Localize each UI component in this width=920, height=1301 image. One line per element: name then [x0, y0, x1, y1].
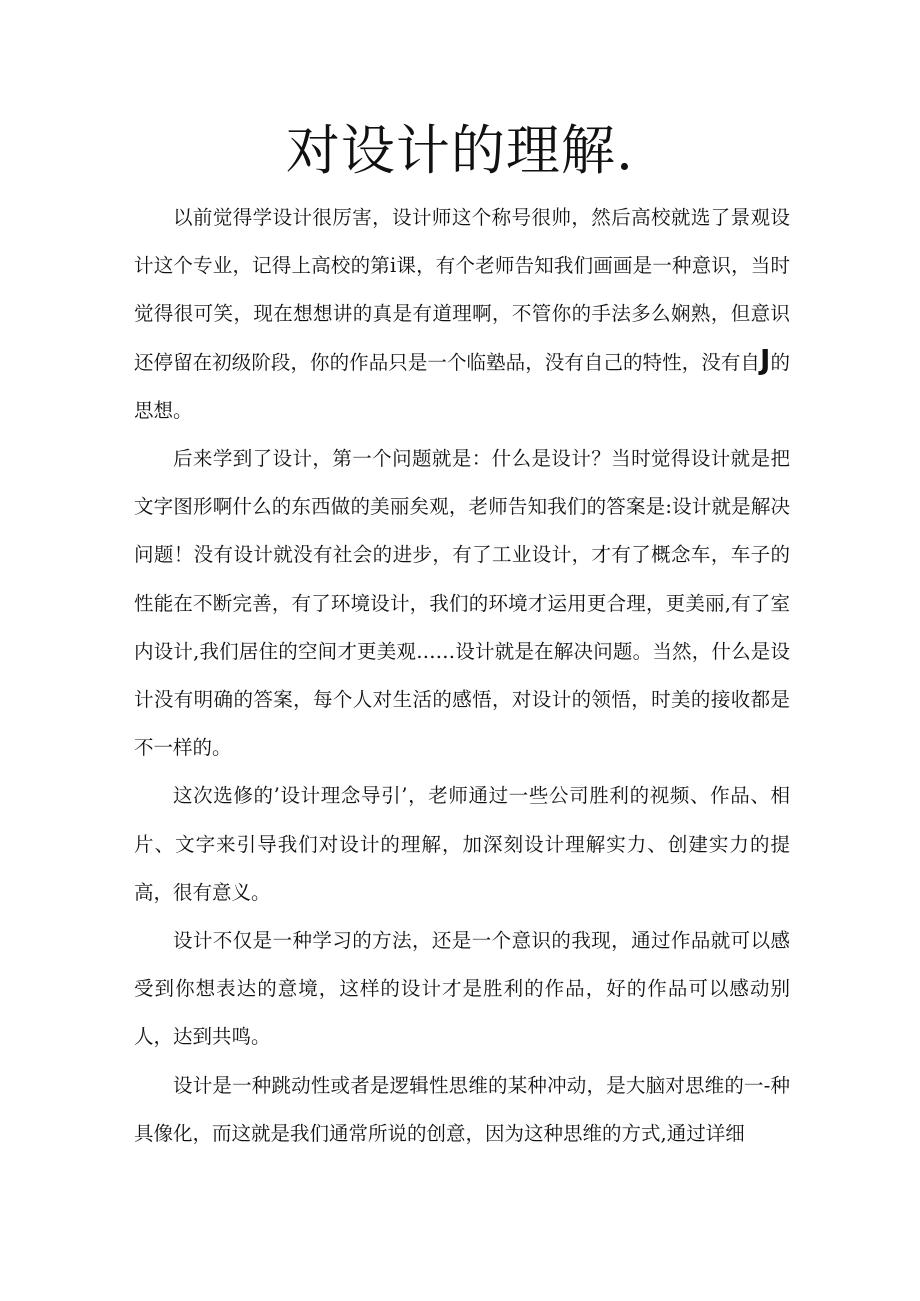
document-body [134, 194, 790, 1158]
paragraph-2: 后来学到了设计，第一个问题就是：什么是设计？当时觉得设计就是把文字图形啊什么的东西做的美丽矣观，老师告知我们的答案是:设计就是解决问题！没有设计就没有社会的进步，有了工业设计，才有了概念车，车子的性能在不断完善，有了环境设计，我们的环境才运用更合理，更美丽,有了室内设计,我们居住的空间才更美观……设计就是在解决问题。当然，什么是设计没有明确的答案，每个人对生活的感悟，对设计的领悟，时美的接收都是不一样的。 [134, 447, 790, 760]
paragraph-1-ending: 的思想。 [134, 350, 790, 422]
paragraph-1-text: 以前觉得学设计很厉害，设计师这个称号很帅，然后高校就选了景观设计这个专业，记得上高校的第i课，有个老师告知我们画画是一种意识，当时觉得很可笑，现在想想讲的真是有道理啊，不管你的手法多么娴熟，但意识还停留在初级阶段，你的作品只是一个临塾品，没有自己的特性，没有自 [134, 206, 790, 374]
paragraph-3: 这次选修的’设计理念导引’，老师通过一些公司胜利的视频、作品、相片、文字来引导我们对设计的理解，加深刻设计理解实力、创建实力的提高，很有意义。 [134, 784, 790, 904]
paragraph-1-emphasis: J [760, 342, 771, 376]
paragraph-1 [134, 194, 790, 435]
paragraph-5: 设计是一种跳动性或者是逻辑性思维的某种冲动，是大脑对思维的一-种具像化，而这就是我们通常所说的创意，因为这种思维的方式,通过详细 [134, 1073, 790, 1145]
document-title: 对设计的理解. [285, 119, 635, 182]
paragraph-4: 设计不仅是一种学习的方法，还是一个意识的我现，通过作品就可以感受到你想表达的意境，这样的设计才是胜利的作品，好的作品可以感动别人，达到共鸣。 [134, 929, 790, 1049]
